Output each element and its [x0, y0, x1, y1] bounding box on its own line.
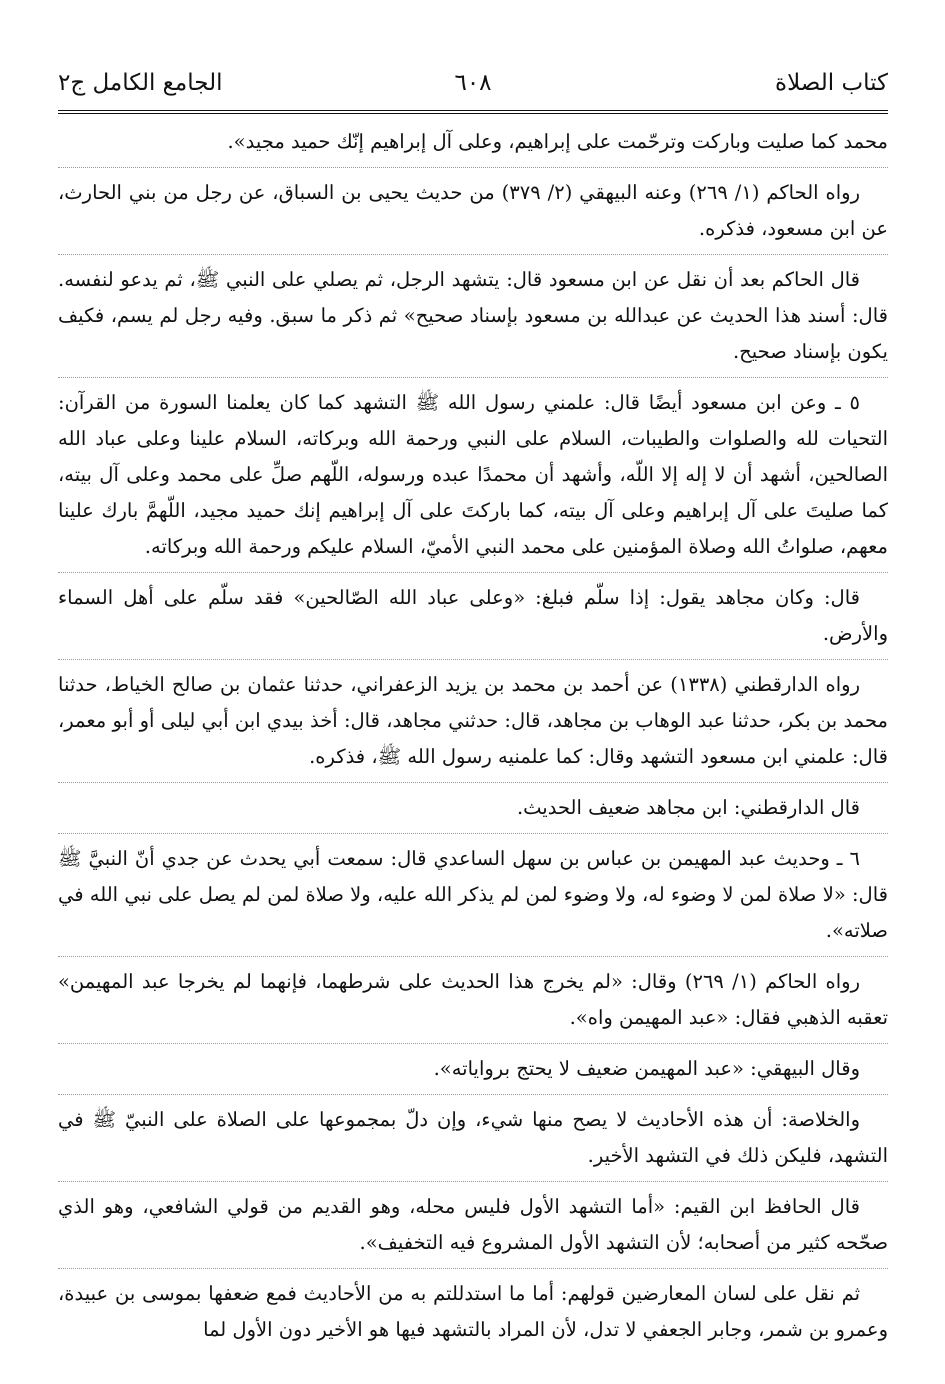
paragraph-divider [58, 833, 888, 834]
paragraph-divider [58, 1043, 888, 1044]
paragraph-bayhaqi-verdict: وقال البيهقي: «عبد المهيمن ضعيف لا يحتج برواياته». [433, 1057, 860, 1080]
running-header [58, 64, 888, 110]
page-number: ٦٠٨ [454, 70, 492, 96]
paragraph-divider [58, 659, 888, 660]
paragraph-divider [58, 167, 888, 168]
paragraph-hakim-dhahabi: رواه الحاكم (١/ ٢٦٩) وقال: «لم يخرج هذا الحديث على شرطهما، فإنهما لم يخرجا عبد المهيمن» تعقبه الذهبي فقال: «عبد المهيمن واه». [58, 970, 888, 1029]
book-title: الجامع الكامل ج٢ [58, 70, 223, 96]
paragraph-divider [58, 1268, 888, 1269]
paragraph-opponents: ثم نقل على لسان المعارضين قولهم: أما ما استدللتم به من الأحاديث فمع ضعفها بموسى بن عبيدة، وعمرو بن شمر، وجابر الجعفي لا تدل، لأن المراد بالتشهد فيها هو الأخير دون الأول لما [58, 1282, 888, 1341]
header-rule [58, 110, 888, 114]
paragraph-divider [58, 956, 888, 957]
book-page [58, 64, 888, 1355]
paragraph-divider [58, 254, 888, 255]
paragraph-hadith-6: ٦ ـ وحديث عبد المهيمن بن عباس بن سهل الساعدي قال: سمعت أبي يحدث عن جدي أنّ النبيَّ ﷺ قال: «لا صلاة لمن لا وضوء له، ولا وضوء لمن لم يذكر الله عليه، ولا صلاة لمن لم يصل على نبي الله في صلاته». [58, 847, 888, 942]
paragraph-divider [58, 782, 888, 783]
paragraph-continuation: محمد كما صليت وباركت وترحّمت على إبراهيم، وعلى آل إبراهيم إنّك حميد مجيد». [227, 130, 888, 153]
paragraph-mujahid: قال: وكان مجاهد يقول: إذا سلّم فبلغ: «وعلى عباد الله الصّالحين» فقد سلّم على أهل السماء والأرض. [58, 586, 888, 645]
page-body [58, 124, 888, 1348]
paragraph-hakim-comment: قال الحاكم بعد أن نقل عن ابن مسعود قال: يتشهد الرجل، ثم يصلي على النبي ﷺ، ثم يدعو لنفسه. قال: أسند هذا الحديث عن عبدالله بن مسعود بإسناد صحيح» ثم ذكر ما سبق. وفيه رجل لم يسم، فكيف يكون بإسناد صحيح. [58, 268, 888, 363]
paragraph-divider [58, 377, 888, 378]
paragraph-daraqutni-verdict: قال الدارقطني: ابن مجاهد ضعيف الحديث. [516, 796, 860, 819]
paragraph-daraqutni-chain: رواه الدارقطني (١٣٣٨) عن أحمد بن محمد بن يزيد الزعفراني، حدثنا عثمان بن صالح الخياط، حدثنا محمد بن بكر، حدثنا عبد الوهاب بن مجاهد، قال: حدثني مجاهد، قال: أخذ بيدي ابن أبي ليلى أو أبو معمر، قال: علمني ابن مسعود التشهد وقال: كما علمنيه رسول الله ﷺ، فذكره. [58, 673, 888, 768]
paragraph-divider [58, 1181, 888, 1182]
paragraph-ibn-qayyim: قال الحافظ ابن القيم: «أما التشهد الأول فليس محله، وهو القديم من قولي الشافعي، وهو الذي صحّحه كثير من أصحابه؛ لأن التشهد الأول المشروع فيه التخفيف». [58, 1195, 888, 1254]
paragraph-hadith-5: ٥ ـ وعن ابن مسعود أيضًا قال: علمني رسول الله ﷺ التشهد كما كان يعلمنا السورة من القرآن: التحيات لله والصلوات والطيبات، السلام على النبي ورحمة الله وبركاته، السلام علينا وعلى عباد الله الصالحين، أشهد أن لا إله إلا اللّه، وأشهد أن محمدًا عبده ورسوله، اللّهم صلِّ على محمد وعلى آل بيته، كما صليتَ على آل إبراهيم وعلى آل بيته، كما باركتَ على آل إبراهيم إنك حميد مجيد، اللّهمَّ بارك علينا معهم، صلواتُ الله وصلاة المؤمنين على محمد النبي الأميّ، السلام عليكم ورحمة الله وبركاته. [58, 391, 888, 558]
paragraph-divider [58, 572, 888, 573]
paragraph-divider [58, 1094, 888, 1095]
paragraph-hakim-bayhaqi: رواه الحاكم (١/ ٢٦٩) وعنه البيهقي (٢/ ٣٧٩) من حديث يحيى بن السباق، عن رجل من بني الحارث، عن ابن مسعود، فذكره. [58, 181, 888, 240]
paragraph-conclusion: والخلاصة: أن هذه الأحاديث لا يصح منها شيء، وإن دلّ بمجموعها على الصلاة على النبيّ ﷺ في التشهد، فليكن ذلك في التشهد الأخير. [58, 1108, 888, 1167]
chapter-title: كتاب الصلاة [775, 70, 888, 96]
